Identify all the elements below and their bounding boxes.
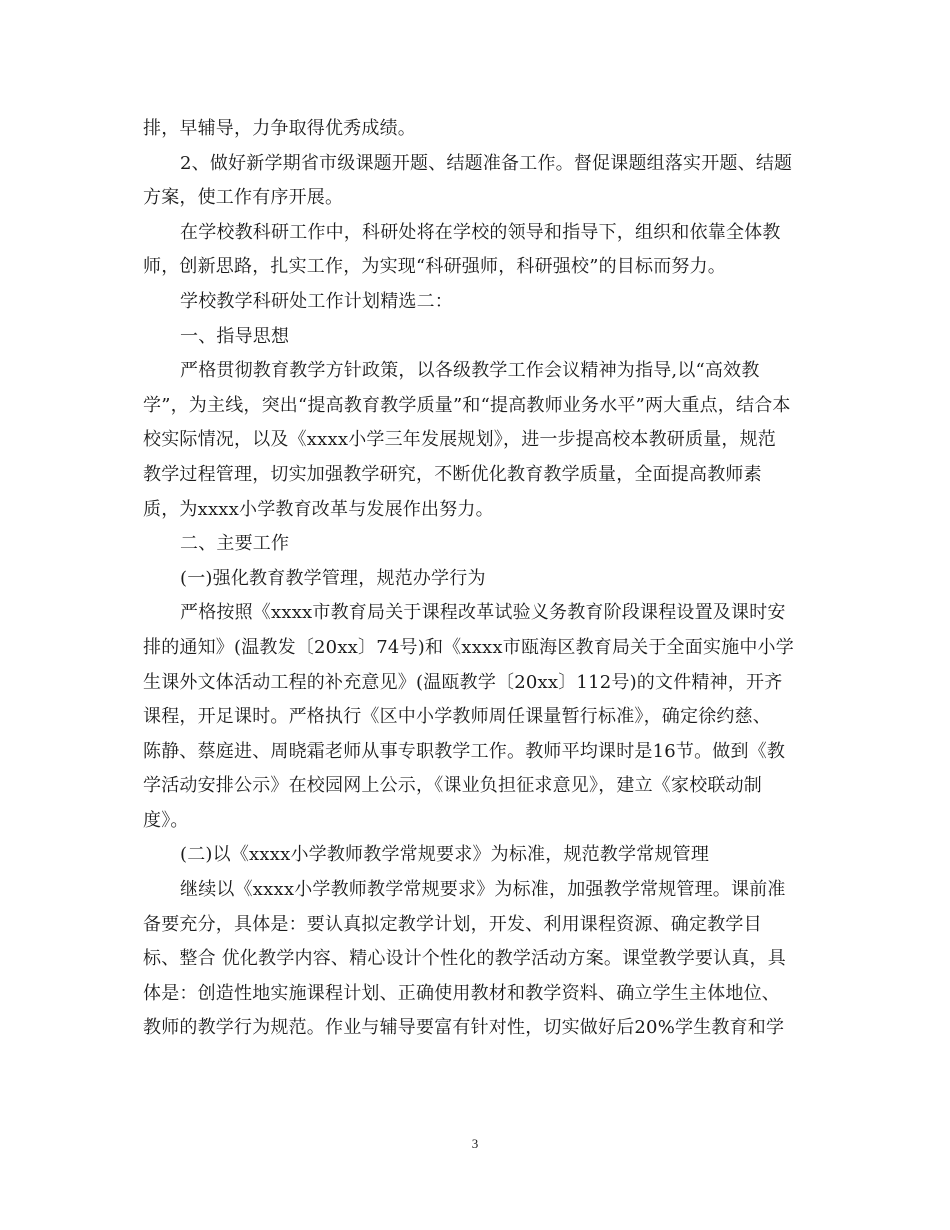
- text-line: 课程，开足课时。严格执行《区中小学教师周任课量暂行标准》，确定徐约慈、: [143, 706, 771, 728]
- text-line: 教学过程管理，切实加强教学研究，不断优化教育教学质量，全面提高教师素: [143, 463, 762, 485]
- text-line: (一)强化教育教学管理，规范办学行为: [180, 567, 486, 589]
- document-body: [143, 112, 815, 1046]
- text-line: 方案，使工作有序开展。: [143, 187, 344, 209]
- text-line: 学校教学科研处工作计划精选二：: [180, 290, 453, 312]
- text-line: 严格按照《xxxx市教育局关于课程改革试验义务教育阶段课程设置及课时安: [180, 602, 786, 624]
- text-line: 标、整合 优化教学内容、精心设计个性化的教学活动方案。课堂教学要认真，具: [143, 948, 786, 970]
- text-line: 排，早辅导，力争取得优秀成绩。: [143, 118, 416, 139]
- text-line: 学活动安排公示》在校园网上公示，《课业负担征求意见》，建立《家校联动制: [143, 775, 762, 797]
- text-line: 度》。: [143, 809, 189, 831]
- text-line: 学”，为主线，突出“提高教育教学质量”和“提高教师业务水平”两大重点，结合本: [143, 394, 791, 416]
- text-line: 体是：创造性地实施课程计划、正确使用教材和教学资料、确立学生主体地位、: [143, 982, 780, 1004]
- text-line: 2、做好新学期省市级课题开题、结题准备工作。督促课题组落实开题、结题: [180, 152, 793, 174]
- text-line: 继续以《xxxx小学教师教学常规要求》为标准，加强教学常规管理。课前准: [180, 879, 786, 901]
- text-line: 二、主要工作: [180, 533, 290, 555]
- text-line: 陈静、蔡庭进、周晓霜老师从事专职教学工作。教师平均课时是16节。做到《教: [143, 740, 786, 762]
- text-line: 生课外文体活动工程的补充意见》(温瓯教学〔20xx〕112号)的文件精神，开齐: [143, 671, 783, 693]
- text-line: 质，为xxxx小学教育改革与发展作出努力。: [143, 498, 494, 520]
- text-line: 排的通知》(温教发〔20xx〕74号)和《xxxx市瓯海区教育局关于全面实施中小学: [143, 636, 794, 658]
- text-line: (二)以《xxxx小学教师教学常规要求》为标准，规范教学常规管理: [180, 844, 710, 866]
- text-line: 备要充分，具体是：要认真拟定教学计划，开发、利用课程资源、确定教学目: [143, 913, 762, 935]
- text-line: 在学校教科研工作中，科研处将在学校的领导和指导下，组织和依靠全体教: [180, 221, 781, 243]
- text-line: 严格贯彻教育教学方针政策，以各级教学工作会议精神为指导,以“高效教: [180, 360, 760, 382]
- text-line: 校实际情况，以及《xxxx小学三年发展规划》，进一步提高校本教研质量，规范: [143, 429, 777, 451]
- page-number: 3: [471, 1136, 479, 1151]
- text-line: 师，创新思路，扎实工作，为实现“科研强师，科研强校”的目标而努力。: [143, 256, 727, 278]
- text-line: 一、指导思想: [180, 325, 290, 347]
- text-line: 教师的教学行为规范。作业与辅导要富有针对性，切实做好后20%学生教育和学: [143, 1017, 785, 1039]
